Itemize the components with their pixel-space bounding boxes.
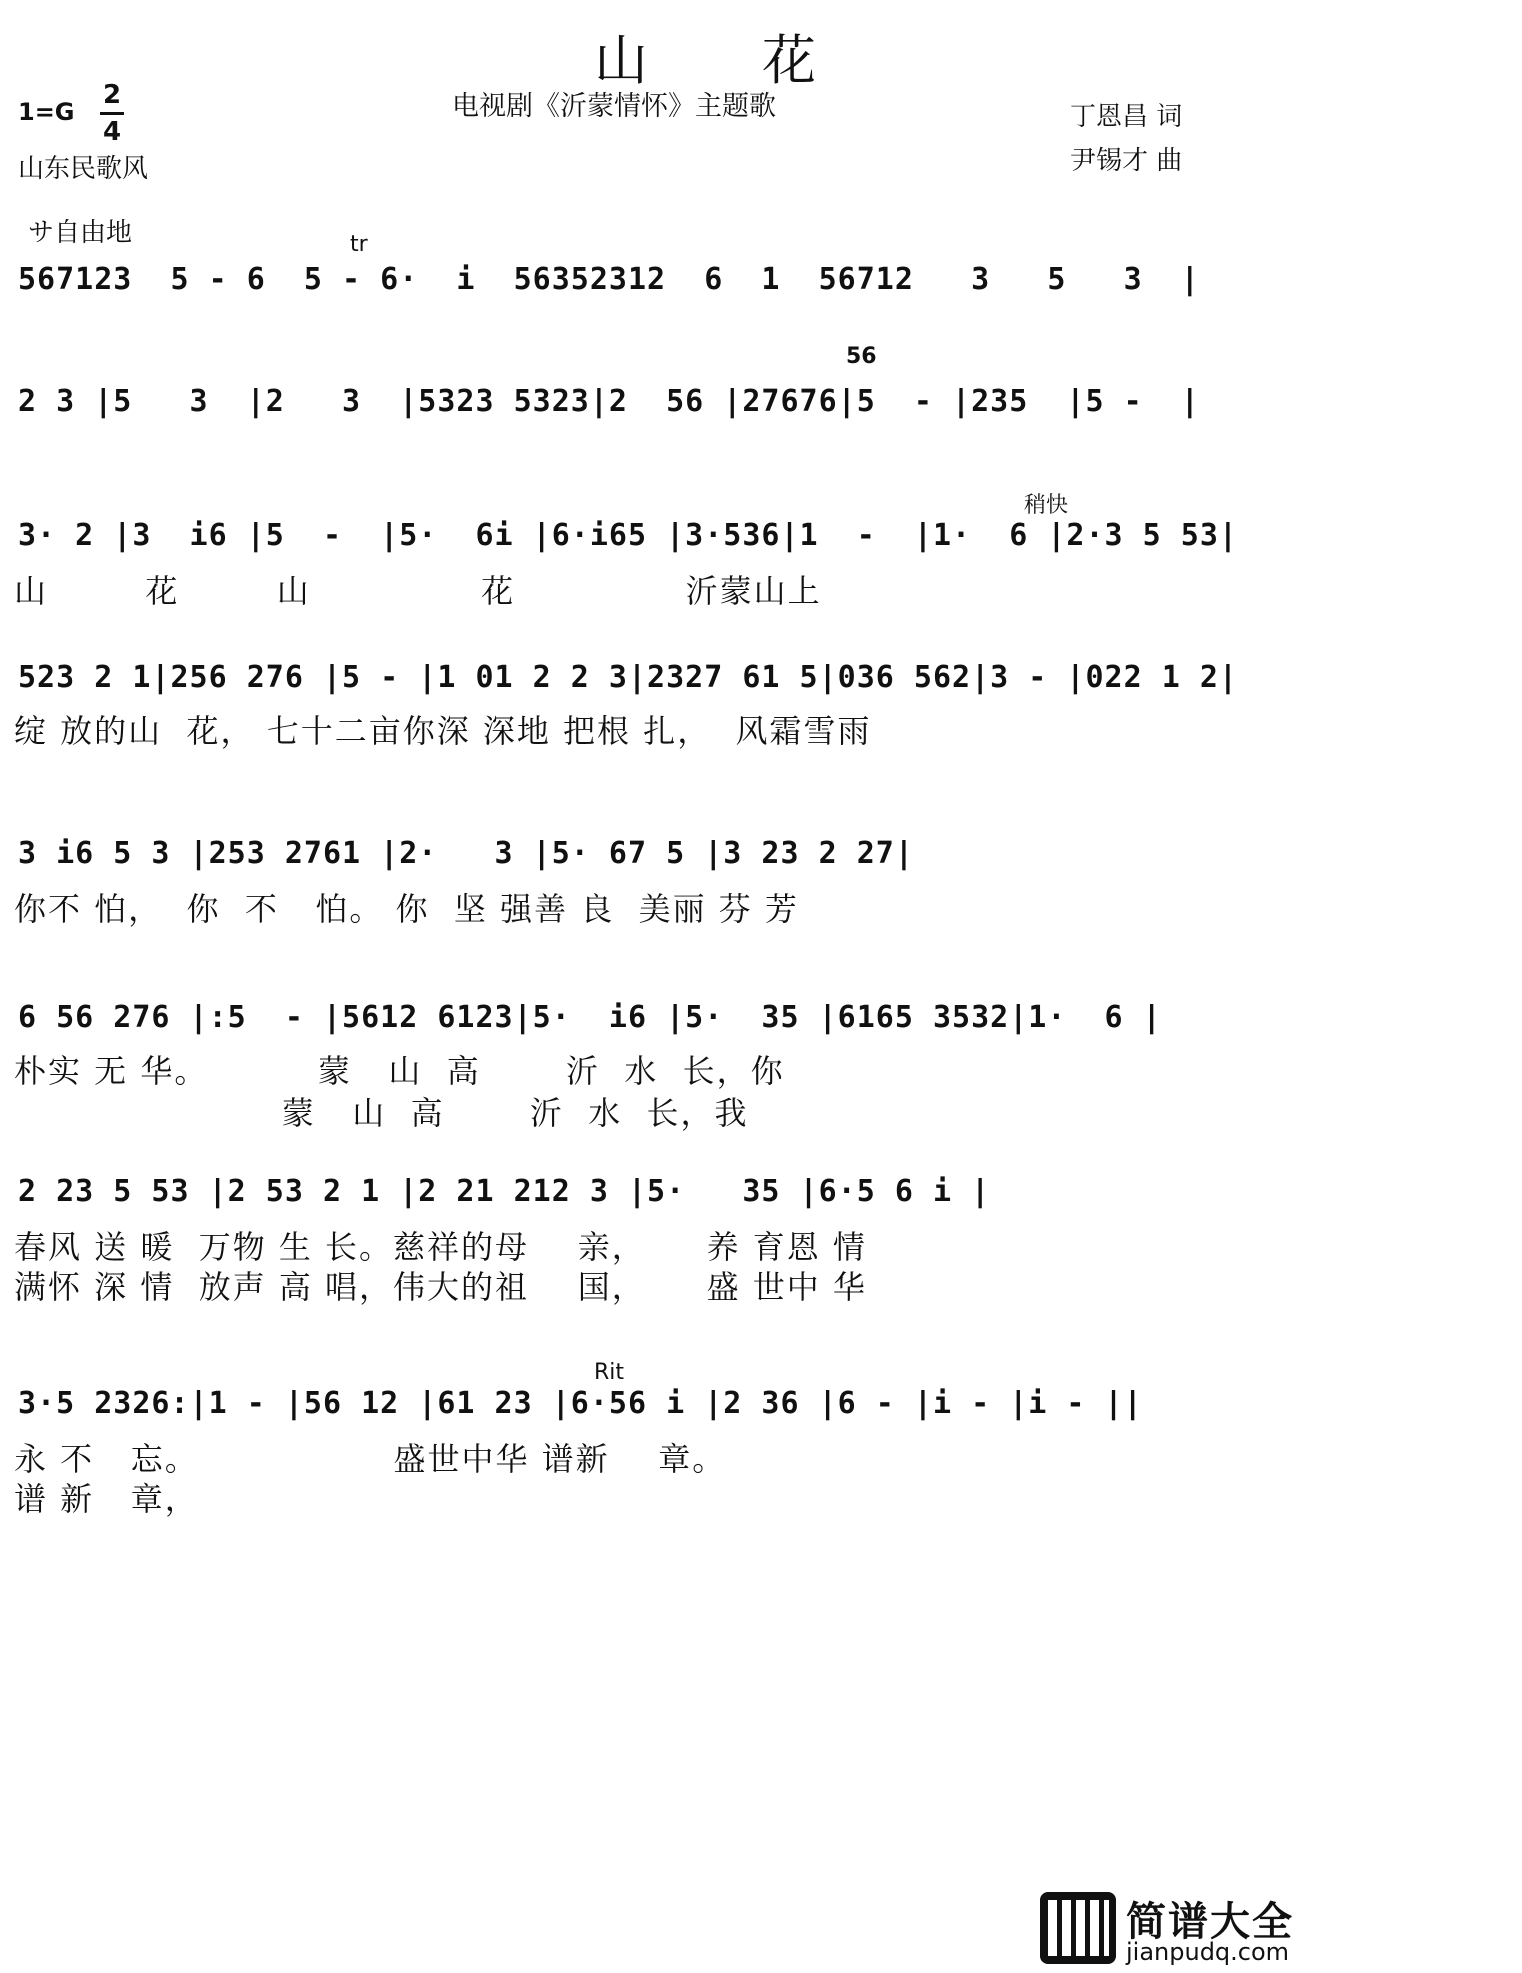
lyric-line-6b: 蒙 山 高 沂 水 长，我 — [14, 1094, 749, 1132]
notation-system-6: 6 56 276 |:5 - |5612 6123|5· i6 |5· 35 |6165 3532|1· 6 | — [18, 1000, 1162, 1035]
lyricist-credit: 丁恩昌 词 — [1070, 102, 1183, 132]
lyric-line-4: 绽 放的山 花， 七十二亩你深 深地 把根 扎， 风霜雪雨 — [14, 712, 872, 750]
composer-credit: 尹锡才 曲 — [1070, 146, 1183, 176]
lyric-line-3: 山 花 山 花 沂蒙山上 — [14, 572, 822, 610]
free-tempo-marking: サ自由地 — [28, 218, 133, 248]
lyric-line-7b: 满怀 深 情 放声 高 唱，伟大的祖 国， 盛 世中 华 — [14, 1268, 867, 1306]
song-title: 山 花 — [594, 29, 818, 92]
notation-system-8: 3·5 2326:|1 - |56 12 |61 23 |6·56 i |2 36 |6 - |i - |i - || — [18, 1386, 1143, 1421]
time-sig-bottom: 4 — [102, 117, 122, 147]
song-subtitle: 电视剧《沂蒙情怀》主题歌 — [452, 91, 776, 122]
logo-url: jianpudq.com — [1126, 1938, 1290, 1966]
time-signature — [100, 80, 124, 147]
notation-system-4: 523 2 1|256 276 |5 - |1 01 2 2 3|2327 61 5|036 562|3 - |022 1 2| — [18, 660, 1238, 695]
ritardando-marking: Rit — [594, 1360, 625, 1385]
key-signature: 1=G — [18, 98, 75, 126]
time-sig-top: 2 — [102, 80, 122, 110]
notation-system-3: 3· 2 |3 i6 |5 - |5· 6i |6·i65 |3·536|1 - |1· 6 |2·3 5 53| — [18, 518, 1238, 553]
lyric-line-6a: 朴实 无 华。 蒙 山 高 沂 水 长，你 — [14, 1052, 785, 1090]
grace-note-marking: 56 — [846, 344, 877, 369]
piano-keys-icon — [1040, 1892, 1116, 1964]
lyric-line-5: 你不 怕， 你 不 怕。 你 坚 强善 良 美丽 芬 芳 — [14, 890, 799, 928]
lyric-line-7a: 春风 送 暖 万物 生 长。慈祥的母 亲， 养 育恩 情 — [14, 1228, 867, 1266]
notation-system-7: 2 23 5 53 |2 53 2 1 |2 21 212 3 |5· 35 |6·5 6 i | — [18, 1174, 991, 1209]
lyric-line-8a: 永 不 忘。 盛世中华 谱新 章。 — [14, 1440, 727, 1478]
notation-system-1: 567123 5 - 6 5 - 6· i 56352312 6 1 56712 3 5 3 | — [18, 262, 1200, 297]
style-marking: 山东民歌风 — [18, 154, 149, 184]
notation-system-2: 2 3 |5 3 |2 3 |5323 5323|2 56 |27676|5 - |235 |5 - | — [18, 384, 1200, 419]
site-logo — [1040, 1888, 1510, 1968]
notation-system-5: 3 i6 5 3 |253 2761 |2· 3 |5· 67 5 |3 23 2 27| — [18, 836, 914, 871]
trill-marking: tr — [350, 232, 368, 257]
tempo-faster-marking: 稍快 — [1024, 493, 1069, 518]
lyric-line-8b: 谱 新 章， — [14, 1480, 199, 1518]
logo-name: 简谱大全 — [1126, 1899, 1294, 1945]
